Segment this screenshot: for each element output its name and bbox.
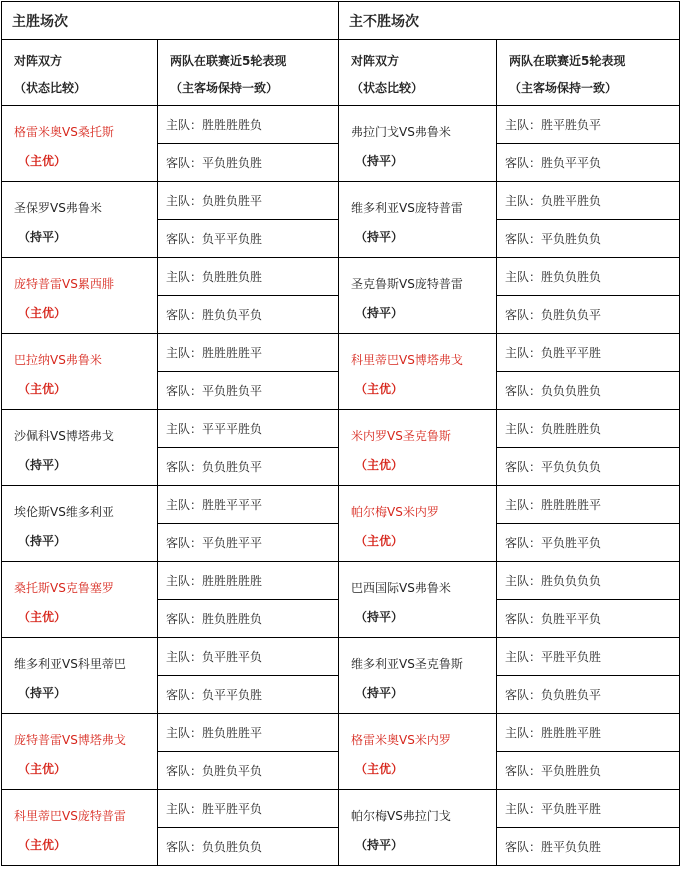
matchup-status: （持平）: [355, 610, 404, 624]
right-matchup-cell: [339, 486, 497, 562]
right-away-form: 客队：胜平负负胜: [497, 828, 680, 866]
matchup-teams: 巴拉纳VS弗鲁米: [14, 353, 102, 367]
right-away-form: 客队：平负胜平负: [497, 524, 680, 562]
left-home-form: 主队：胜胜胜胜平: [158, 334, 339, 372]
matchup-teams: 圣克鲁斯VS庞特普雷: [351, 277, 463, 291]
matchup-status: （主优）: [355, 458, 404, 472]
matchup-status: （持平）: [355, 686, 404, 700]
right-home-form: 主队：平负胜平胜: [497, 790, 680, 828]
table-row: [2, 410, 680, 448]
right-away-form: 客队：负负胜负平: [497, 676, 680, 714]
matchup-status: （持平）: [355, 230, 404, 244]
matchup-status: （主优）: [355, 762, 404, 776]
right-home-form: 主队：胜胜胜胜平: [497, 486, 680, 524]
matchup-status: （主优）: [355, 382, 404, 396]
matchup-teams: 维多利亚VS庞特普雷: [351, 201, 463, 215]
left-home-form: 主队：胜胜平平平: [158, 486, 339, 524]
matchup-status: （持平）: [355, 838, 404, 852]
left-away-form: 客队：负胜负平负: [158, 752, 339, 790]
right-matchup-cell: [339, 790, 497, 866]
right-home-form: 主队：平胜平负胜: [497, 638, 680, 676]
matchup-status: （主优）: [18, 306, 67, 320]
right-away-form: 客队：平负胜胜负: [497, 752, 680, 790]
left-away-form: 客队：平负胜负胜: [158, 144, 339, 182]
right-away-form: 客队：负负负胜负: [497, 372, 680, 410]
left-matchup-cell: [2, 714, 158, 790]
right-matchup-cell: [339, 334, 497, 410]
table-row: [2, 182, 680, 220]
right-matchup-cell: [339, 182, 497, 258]
matchup-status: （主优）: [18, 154, 67, 168]
left-home-form: 主队：胜胜胜胜胜: [158, 562, 339, 600]
left-matchup-cell: [2, 334, 158, 410]
right-matchup-cell: [339, 562, 497, 638]
left-away-form: 客队：胜负胜胜负: [158, 600, 339, 638]
left-away-form: 客队：胜负负平负: [158, 296, 339, 334]
match-table: [1, 1, 680, 866]
form-header-sub: （主客场保持一致）: [509, 81, 618, 95]
left-matchup-cell: [2, 486, 158, 562]
right-away-form: 客队：胜负平平负: [497, 144, 680, 182]
left-home-form: 主队：胜胜胜胜负: [158, 106, 339, 144]
matchup-status: （持平）: [18, 534, 67, 548]
matchup-status: （持平）: [355, 154, 404, 168]
right-away-form: 客队：平负负负负: [497, 448, 680, 486]
matchup-teams: 维多利亚VS科里蒂巴: [14, 657, 126, 671]
matchup-teams: 弗拉门戈VS弗鲁米: [351, 125, 451, 139]
left-matchup-header: [2, 40, 158, 106]
left-section-title: 主胜场次: [2, 2, 339, 40]
table-row: [2, 790, 680, 828]
left-matchup-cell: [2, 790, 158, 866]
form-header-sub: （主客场保持一致）: [170, 81, 279, 95]
left-away-form: 客队：平负胜平平: [158, 524, 339, 562]
left-home-form: 主队：负平胜平负: [158, 638, 339, 676]
right-matchup-cell: [339, 258, 497, 334]
right-home-form: 主队：胜胜胜平胜: [497, 714, 680, 752]
matchup-header-label: 对阵双方: [14, 54, 63, 68]
right-matchup-cell: [339, 106, 497, 182]
right-matchup-cell: [339, 638, 497, 714]
right-home-form: 主队：胜负负负负: [497, 562, 680, 600]
form-header-label: 两队在联赛近5轮表现: [509, 54, 626, 68]
matchup-teams: 桑托斯VS克鲁塞罗: [14, 581, 114, 595]
left-away-form: 客队：负平平负胜: [158, 220, 339, 258]
table-row: [2, 334, 680, 372]
left-home-form: 主队：平平平胜负: [158, 410, 339, 448]
left-home-form: 主队：胜平胜平负: [158, 790, 339, 828]
right-matchup-cell: [339, 410, 497, 486]
right-home-form: 主队：负胜平胜负: [497, 182, 680, 220]
matchup-status: （持平）: [18, 458, 67, 472]
right-home-form: 主队：负胜平平胜: [497, 334, 680, 372]
matchup-status: （持平）: [355, 306, 404, 320]
left-away-form: 客队：负负胜负平: [158, 448, 339, 486]
left-matchup-cell: [2, 182, 158, 258]
left-form-header: [158, 40, 339, 106]
matchup-teams: 庞特普雷VS博塔弗戈: [14, 733, 126, 747]
matchup-status: （主优）: [18, 838, 67, 852]
right-form-header: [497, 40, 680, 106]
left-home-form: 主队：负胜胜负胜: [158, 258, 339, 296]
matchup-teams: 圣保罗VS弗鲁米: [14, 201, 102, 215]
matchup-status: （主优）: [18, 610, 67, 624]
matchup-status: （主优）: [18, 762, 67, 776]
left-matchup-cell: [2, 106, 158, 182]
right-away-form: 客队：负胜平平负: [497, 600, 680, 638]
right-matchup-header: [339, 40, 497, 106]
matchup-teams: 埃伦斯VS维多利亚: [14, 505, 114, 519]
matchup-teams: 科里蒂巴VS庞特普雷: [14, 809, 126, 823]
matchup-teams: 米内罗VS圣克鲁斯: [351, 429, 451, 443]
matchup-teams: 帕尔梅VS弗拉门戈: [351, 809, 451, 823]
matchup-teams: 巴西国际VS弗鲁米: [351, 581, 451, 595]
right-away-form: 客队：平负胜负负: [497, 220, 680, 258]
left-matchup-cell: [2, 258, 158, 334]
matchup-status: （主优）: [355, 534, 404, 548]
left-matchup-cell: [2, 638, 158, 714]
right-home-form: 主队：胜负负胜负: [497, 258, 680, 296]
matchup-teams: 帕尔梅VS米内罗: [351, 505, 439, 519]
matchup-teams: 科里蒂巴VS博塔弗戈: [351, 353, 463, 367]
left-away-form: 客队：平负胜负平: [158, 372, 339, 410]
left-away-form: 客队：负负胜负负: [158, 828, 339, 866]
right-matchup-cell: [339, 714, 497, 790]
table-row: [2, 106, 680, 144]
matchup-header-label: 对阵双方: [351, 54, 400, 68]
matchup-teams: 格雷米奥VS桑托斯: [14, 125, 114, 139]
left-matchup-cell: [2, 410, 158, 486]
right-home-form: 主队：胜平胜负平: [497, 106, 680, 144]
left-home-form: 主队：胜负胜胜平: [158, 714, 339, 752]
matchup-teams: 沙佩科VS博塔弗戈: [14, 429, 114, 443]
table-row: [2, 486, 680, 524]
matchup-status: （持平）: [18, 230, 67, 244]
form-header-label: 两队在联赛近5轮表现: [170, 54, 287, 68]
table-row: [2, 258, 680, 296]
table-row: [2, 714, 680, 752]
matchup-teams: 格雷米奥VS米内罗: [351, 733, 451, 747]
title-row: [2, 2, 680, 40]
table-row: [2, 562, 680, 600]
left-home-form: 主队：负胜负胜平: [158, 182, 339, 220]
matchup-header-sub: （状态比较）: [14, 81, 87, 95]
left-matchup-cell: [2, 562, 158, 638]
matchup-header-sub: （状态比较）: [351, 81, 424, 95]
table-row: [2, 638, 680, 676]
matchup-status: （持平）: [18, 686, 67, 700]
left-away-form: 客队：负平平负胜: [158, 676, 339, 714]
matchup-teams: 庞特普雷VS累西腓: [14, 277, 114, 291]
matchup-teams: 维多利亚VS圣克鲁斯: [351, 657, 463, 671]
right-section-title: 主不胜场次: [339, 2, 680, 40]
header-row: [2, 40, 680, 106]
matchup-status: （主优）: [18, 382, 67, 396]
right-home-form: 主队：负胜胜胜负: [497, 410, 680, 448]
right-away-form: 客队：负胜负负平: [497, 296, 680, 334]
